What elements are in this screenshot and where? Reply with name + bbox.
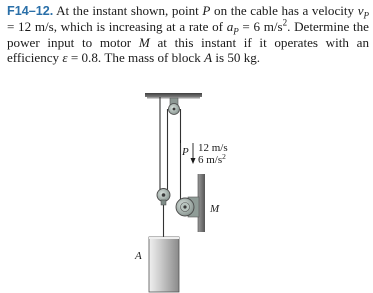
block-a <box>149 237 179 292</box>
accel-label-exp: 2 <box>222 152 226 161</box>
motor-m <box>176 197 199 217</box>
problem-text-1b: on the cable has a velocity <box>214 3 355 18</box>
block-symbol: A <box>204 49 213 65</box>
accel-subscript: P <box>233 26 239 37</box>
problem-text-5: is 50 kg. <box>215 49 261 65</box>
block-label: A <box>135 250 142 262</box>
problem-number: F14–12. <box>7 4 54 18</box>
accel-exponent: 2 <box>282 17 288 28</box>
motor-symbol: M <box>138 34 150 50</box>
efficiency-value: = 0.8. The mass of block <box>70 49 201 65</box>
movable-pulley <box>157 189 170 206</box>
ceiling-support <box>145 93 202 99</box>
accel-symbol: a <box>226 19 234 35</box>
velocity-label: 12 m/s <box>198 142 228 154</box>
point-label: P <box>182 146 189 158</box>
problem-text-1: At the instant shown, point <box>56 3 199 18</box>
accel-value: = 6 m/s <box>242 19 283 35</box>
cables <box>160 97 181 237</box>
problem-text-4: at this instant if it operates with an efficiency <box>7 34 370 65</box>
motor-label: M <box>210 203 220 215</box>
efficiency-symbol: ε <box>62 49 68 65</box>
top-pulley <box>169 98 180 115</box>
velocity-value: = 12 m/s, which is increasing at a rate of <box>7 19 224 35</box>
point-symbol: P <box>202 3 211 18</box>
accel-label <box>198 152 226 166</box>
velocity-symbol: v <box>357 3 364 18</box>
problem-text-3: . Determine the power input to motor <box>7 19 369 50</box>
velocity-subscript: P <box>363 10 369 21</box>
accel-label-value: 6 m/s <box>198 154 223 166</box>
